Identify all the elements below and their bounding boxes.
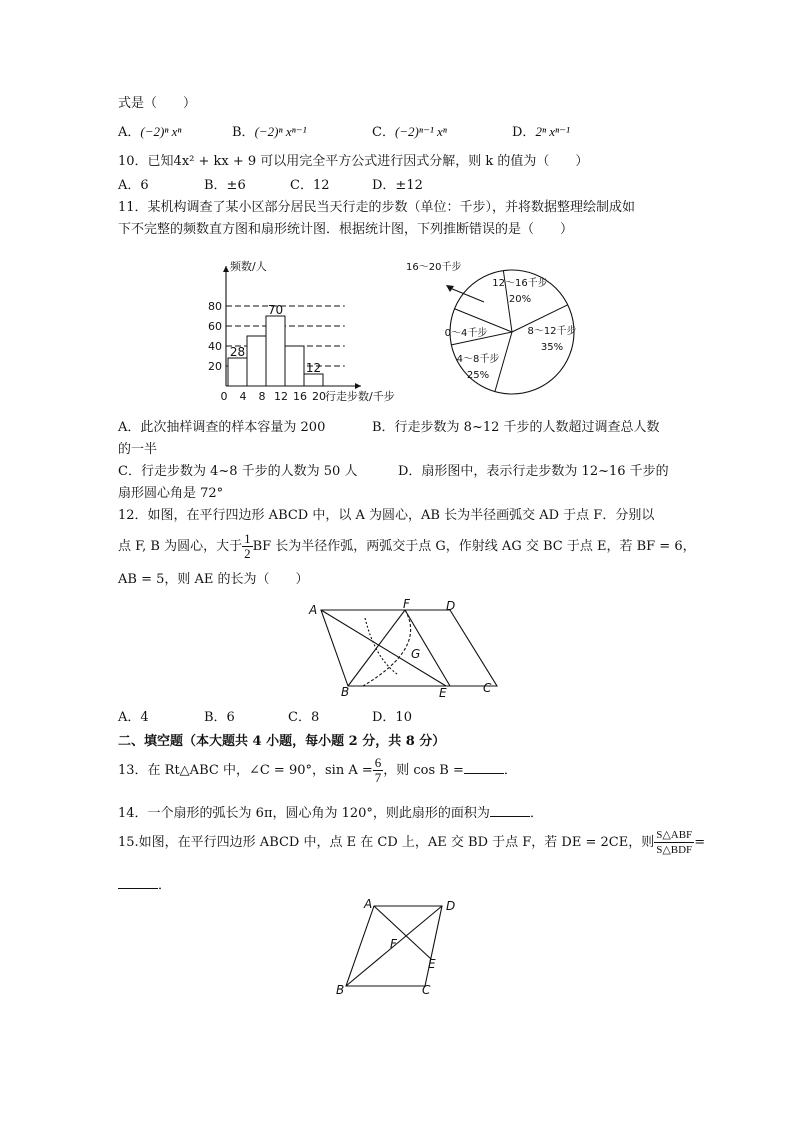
hist-x-tick: 16 — [293, 390, 307, 403]
hist-x-tick: 20 — [312, 390, 326, 403]
pie-slice-percent: 25% — [466, 370, 490, 381]
hist-bar — [228, 358, 247, 386]
q9-option-a: A．(−2)ⁿ xⁿ — [118, 124, 182, 140]
q11-line1: 11．某机构调查了某小区部分居民当天行走的步数（单位：千步），并将数据整理绘制成如 — [118, 200, 636, 215]
q10-text: 10．已知4x² + kx + 9 可以用完全平方公式进行因式分解，则 k 的值为（ ） — [118, 154, 589, 169]
q12-option-c: C．8 — [288, 710, 320, 725]
q11-option-d-cont: 扇形圆心角是 72° — [118, 486, 224, 501]
q11-option-c: C．行走步数为 4~8 千步的人数为 50 人 — [118, 464, 358, 479]
histogram-chart — [200, 256, 400, 406]
hist-bar — [304, 374, 323, 386]
q11-line2: 下不完整的频数直方图和扇形统计图．根据统计图，下列推断错误的是（ ） — [118, 222, 574, 237]
hist-bar — [285, 346, 304, 386]
q12-option-a: A．4 — [118, 710, 149, 725]
q10-option-b: B．±6 — [204, 178, 246, 193]
q12-line3: AB = 5，则 AE 的长为（ ） — [118, 572, 309, 587]
q11-option-d: D．扇形图中，表示行走步数为 12~16 千步的 — [398, 464, 669, 479]
q12-point-d: D — [446, 599, 456, 613]
hist-y-tick: 80 — [208, 300, 222, 313]
pie-slice-label: 4～8千步 — [456, 354, 500, 365]
q11-option-a: A．此次抽样调查的样本容量为 200 — [118, 420, 326, 435]
q15-answer-blank — [118, 876, 158, 889]
q15-parallelogram-figure — [334, 896, 464, 996]
pie-slice-label: 16～20千步 — [406, 262, 462, 273]
q12-line1: 12．如图，在平行四边形 ABCD 中，以 A 为圆心，AB 长为半径画弧交 AD 于点 F．分别以 — [118, 508, 655, 523]
q15-point-e: E — [428, 957, 436, 971]
hist-bar — [247, 336, 266, 386]
hist-data-label: 28 — [229, 345, 246, 359]
q15-fraction: $\frac{\text{S△ABF}}{\text{S△BDF}}$ — [656, 829, 693, 856]
q13-answer-blank — [464, 761, 504, 774]
q12-point-e: E — [439, 686, 447, 698]
q13-fraction: $\frac{6}{7}$ — [374, 755, 382, 785]
q15-blank-line: ． — [118, 876, 171, 894]
pie-slice-label: 0～4千步 — [444, 328, 488, 339]
pie-pointer-head — [446, 285, 454, 292]
q15-text: 15.如图，在平行四边形 ABCD 中，点 E 在 CD 上，AE 交 BD 于点 F，若 DE = 2CE，则 $\frac{\text{S△ABF}}{\text{S△BDF}}$ = — [118, 829, 706, 856]
hist-x-tick: 4 — [239, 390, 247, 403]
q12-point-g: G — [411, 647, 421, 661]
hist-y-tick: 60 — [208, 320, 222, 333]
q12-point-c: C — [483, 681, 492, 695]
pie-chart — [400, 258, 590, 398]
hist-data-label: 12 — [305, 361, 322, 375]
q15-point-c: C — [422, 983, 431, 996]
section-title-fill-in: 二、填空题（本大题共 4 小题，每小题 2 分，共 8 分） — [118, 734, 446, 749]
q12-option-b: B．6 — [204, 710, 235, 725]
pie-slice-percent: 20% — [508, 294, 532, 305]
q9-option-d: D．2ⁿ xⁿ⁻¹ — [512, 124, 570, 140]
q12-parallelogram-figure — [305, 598, 505, 698]
q12-fraction: $\frac{1}{2}$ — [244, 531, 251, 561]
q15-point-f: F — [390, 937, 397, 951]
pie-slice-percent: 35% — [540, 342, 564, 353]
q12-option-d: D．10 — [372, 710, 412, 725]
hist-y-tick: 40 — [208, 340, 222, 353]
q13-text: 13．在 Rt△ABC 中，∠C = 90°，sin A = $\frac{6}{7}$ ，则 cos B = ． — [118, 755, 517, 785]
q14-text: 14．一个扇形的弧长为 6π，圆心角为 120°，则此扇形的面积为 ． — [118, 806, 543, 821]
q10-option-a: A．6 — [118, 178, 149, 193]
hist-x-tick: 0 — [220, 390, 228, 403]
hist-y-arrow — [223, 266, 229, 272]
hist-bar — [266, 316, 285, 386]
hist-y-label: 频数/人 — [230, 260, 267, 273]
hist-data-label: 70 — [267, 303, 284, 317]
q12-point-b: B — [341, 685, 350, 698]
q15-point-d: D — [446, 899, 456, 913]
hist-x-tick: 12 — [274, 390, 288, 403]
q11-option-b: B．行走步数为 8~12 千步的人数超过调查总人数 — [372, 420, 660, 435]
q9-option-b: B．(−2)ⁿ xⁿ⁻¹ — [232, 124, 307, 140]
pie-slice-label: 12～16千步 — [492, 278, 548, 289]
q10-option-c: C．12 — [290, 178, 330, 193]
q11-option-b-cont: 的一半 — [118, 442, 158, 457]
q12-line2: 点 F, B 为圆心，大于 $\frac{1}{2}$ BF 长为半径作弧，两弧交于点 G，作射线 AG 交 BC 于点 E，若 BF = 6， — [118, 531, 696, 561]
q12-point-f: F — [403, 598, 410, 611]
q15-point-a: A — [364, 897, 373, 911]
hist-y-tick: 20 — [208, 360, 222, 373]
hist-x-arrow — [355, 383, 361, 389]
q15-point-b: B — [336, 983, 345, 996]
hist-x-label: 行走步数/千步 — [325, 390, 395, 403]
pie-slice-label: 8～12千步 — [527, 326, 577, 337]
hist-x-tick: 8 — [258, 390, 266, 403]
q14-answer-blank — [490, 804, 530, 817]
q9-option-c: C．(−2)ⁿ⁻¹ xⁿ — [372, 124, 447, 140]
q9-tail: 式是（ ） — [118, 96, 197, 111]
q12-point-a: A — [309, 603, 318, 617]
q10-option-d: D．±12 — [372, 178, 423, 193]
